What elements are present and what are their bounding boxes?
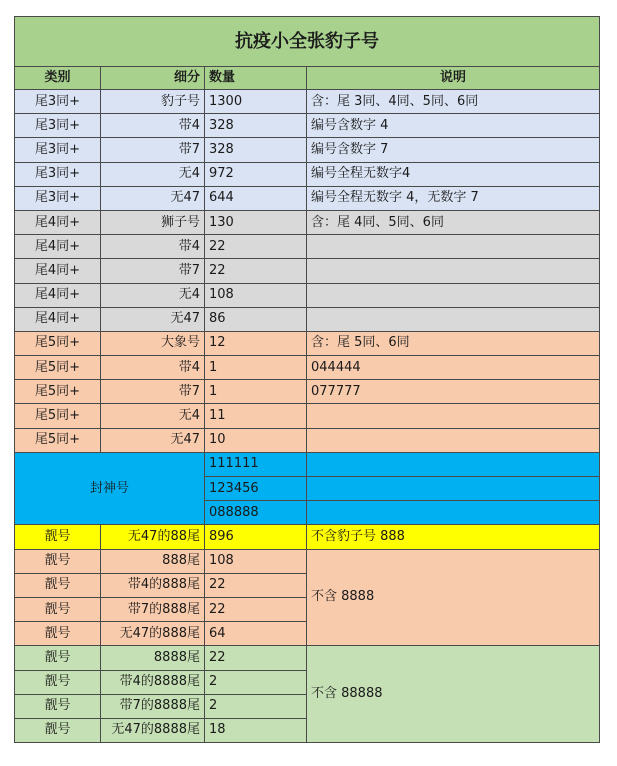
header-detail[interactable]: 细分 xyxy=(101,67,205,90)
table-row xyxy=(15,186,600,210)
cell-category[interactable]: 靓号 xyxy=(15,525,101,549)
cell-category[interactable]: 尾3同+ xyxy=(15,186,101,210)
cell-category[interactable]: 靓号 xyxy=(15,694,101,718)
cell-note[interactable]: 编号含数字 7 xyxy=(307,138,600,162)
cell-detail[interactable]: 8888尾 xyxy=(101,646,205,670)
cell-note[interactable] xyxy=(307,235,600,259)
cell-count[interactable]: 130 xyxy=(205,210,307,234)
cell-category[interactable]: 尾4同+ xyxy=(15,210,101,234)
cell-note-merged[interactable]: 不含 8888 xyxy=(307,549,600,646)
cell-count[interactable]: 22 xyxy=(205,259,307,283)
cell-category[interactable]: 靓号 xyxy=(15,549,101,573)
table-row xyxy=(15,235,600,259)
cell-category[interactable]: 尾4同+ xyxy=(15,235,101,259)
cell-category[interactable]: 靓号 xyxy=(15,573,101,597)
table-row xyxy=(15,114,600,138)
cell-detail[interactable]: 无47 xyxy=(101,186,205,210)
table-row xyxy=(15,90,600,114)
cell-detail[interactable]: 带7的888尾 xyxy=(101,597,205,621)
cell-category[interactable]: 尾3同+ xyxy=(15,90,101,114)
cell-detail[interactable]: 带7的8888尾 xyxy=(101,694,205,718)
cell-count[interactable]: 896 xyxy=(205,525,307,549)
cell-detail[interactable]: 带4的8888尾 xyxy=(101,670,205,694)
cell-category[interactable]: 靓号 xyxy=(15,670,101,694)
cell-count[interactable]: 12 xyxy=(205,331,307,355)
cell-detail[interactable]: 带7 xyxy=(101,138,205,162)
table-row xyxy=(15,259,600,283)
cell-detail[interactable]: 带4的888尾 xyxy=(101,573,205,597)
cell-note[interactable]: 编号含数字 4 xyxy=(307,114,600,138)
cell-count[interactable]: 64 xyxy=(205,622,307,646)
cell-detail[interactable]: 无47的8888尾 xyxy=(101,718,205,742)
table-row xyxy=(15,525,600,549)
cell-count[interactable]: 2 xyxy=(205,670,307,694)
cell-count[interactable]: 22 xyxy=(205,235,307,259)
header-category[interactable]: 类别 xyxy=(15,67,101,90)
cell-category[interactable]: 尾3同+ xyxy=(15,114,101,138)
cell-detail[interactable]: 无4 xyxy=(101,404,205,428)
table-row xyxy=(15,283,600,307)
cell-detail[interactable]: 无47的88尾 xyxy=(101,525,205,549)
cell-category[interactable]: 靓号 xyxy=(15,622,101,646)
table-row xyxy=(15,549,600,573)
cell-count[interactable]: 86 xyxy=(205,307,307,331)
cell-detail[interactable]: 888尾 xyxy=(101,549,205,573)
cell-category[interactable]: 尾4同+ xyxy=(15,307,101,331)
cell-count[interactable]: 108 xyxy=(205,283,307,307)
cell-detail[interactable]: 带4 xyxy=(101,235,205,259)
cell-note[interactable] xyxy=(307,259,600,283)
cell-count[interactable]: 1 xyxy=(205,380,307,404)
cell-category[interactable]: 尾5同+ xyxy=(15,331,101,355)
table-row xyxy=(15,210,600,234)
cell-detail[interactable]: 无47 xyxy=(101,307,205,331)
cell-count[interactable]: 18 xyxy=(205,718,307,742)
table-row xyxy=(15,646,600,670)
cell-category[interactable]: 尾3同+ xyxy=(15,162,101,186)
cell-count[interactable]: 22 xyxy=(205,597,307,621)
cell-category[interactable]: 尾5同+ xyxy=(15,428,101,452)
cell-category[interactable]: 靓号 xyxy=(15,718,101,742)
header-count[interactable]: 数量 xyxy=(205,67,307,90)
cell-detail[interactable]: 无47 xyxy=(101,428,205,452)
table-row xyxy=(15,380,600,404)
cell-note[interactable] xyxy=(307,307,600,331)
table-row xyxy=(15,428,600,452)
cell-count[interactable]: 22 xyxy=(205,646,307,670)
cell-category[interactable]: 靓号 xyxy=(15,597,101,621)
cell-category[interactable]: 尾5同+ xyxy=(15,356,101,380)
cell-note[interactable] xyxy=(307,283,600,307)
cell-count[interactable]: 11 xyxy=(205,404,307,428)
cell-note[interactable] xyxy=(307,452,600,476)
cell-detail[interactable]: 无4 xyxy=(101,162,205,186)
cell-note[interactable]: 含：尾 3同、4同、5同、6同 xyxy=(307,90,600,114)
fengshen-label[interactable]: 封神号 xyxy=(15,452,205,525)
cell-category[interactable]: 尾4同+ xyxy=(15,259,101,283)
cell-count[interactable]: 972 xyxy=(205,162,307,186)
cell-count[interactable]: 2 xyxy=(205,694,307,718)
cell-category[interactable]: 尾5同+ xyxy=(15,404,101,428)
cell-count[interactable]: 644 xyxy=(205,186,307,210)
table-row xyxy=(15,307,600,331)
cell-detail[interactable]: 带4 xyxy=(101,114,205,138)
cell-detail[interactable]: 大象号 xyxy=(101,331,205,355)
cell-detail[interactable]: 狮子号 xyxy=(101,210,205,234)
table-row xyxy=(15,162,600,186)
table-row xyxy=(15,138,600,162)
cell-note[interactable] xyxy=(307,477,600,501)
cell-category[interactable]: 靓号 xyxy=(15,646,101,670)
cell-category[interactable]: 尾5同+ xyxy=(15,380,101,404)
header-note[interactable]: 说明 xyxy=(307,67,600,90)
cell-count[interactable]: 123456 xyxy=(205,477,307,501)
cell-note[interactable]: 044444 xyxy=(307,356,600,380)
table-row xyxy=(15,331,600,355)
cell-note[interactable]: 不含豹子号 888 xyxy=(307,525,600,549)
spreadsheet-table xyxy=(14,16,600,743)
sheet-title[interactable]: 抗疫小全张豹子号 xyxy=(15,17,600,67)
cell-note[interactable]: 编号全程无数字4 xyxy=(307,162,600,186)
cell-detail[interactable]: 无47的888尾 xyxy=(101,622,205,646)
cell-note[interactable]: 含：尾 5同、6同 xyxy=(307,331,600,355)
cell-count[interactable]: 1 xyxy=(205,356,307,380)
cell-detail[interactable]: 无4 xyxy=(101,283,205,307)
cell-note[interactable]: 077777 xyxy=(307,380,600,404)
cell-count[interactable]: 108 xyxy=(205,549,307,573)
title-row xyxy=(15,17,600,67)
cell-note-merged[interactable]: 不含 88888 xyxy=(307,646,600,743)
cell-note[interactable] xyxy=(307,428,600,452)
header-row xyxy=(15,67,600,90)
cell-detail[interactable]: 带7 xyxy=(101,380,205,404)
table-row xyxy=(15,404,600,428)
cell-count[interactable]: 1300 xyxy=(205,90,307,114)
cell-count[interactable]: 088888 xyxy=(205,501,307,525)
cell-note[interactable] xyxy=(307,501,600,525)
cell-count[interactable]: 328 xyxy=(205,114,307,138)
table-row xyxy=(15,356,600,380)
cell-note[interactable]: 含：尾 4同、5同、6同 xyxy=(307,210,600,234)
cell-detail[interactable]: 带4 xyxy=(101,356,205,380)
table-row xyxy=(15,452,600,476)
cell-detail[interactable]: 带7 xyxy=(101,259,205,283)
cell-count[interactable]: 10 xyxy=(205,428,307,452)
cell-note[interactable] xyxy=(307,404,600,428)
cell-category[interactable]: 尾3同+ xyxy=(15,138,101,162)
cell-category[interactable]: 尾4同+ xyxy=(15,283,101,307)
cell-detail[interactable]: 豹子号 xyxy=(101,90,205,114)
cell-count[interactable]: 328 xyxy=(205,138,307,162)
cell-count[interactable]: 22 xyxy=(205,573,307,597)
cell-count[interactable]: 111111 xyxy=(205,452,307,476)
cell-note[interactable]: 编号全程无数字 4，无数字 7 xyxy=(307,186,600,210)
